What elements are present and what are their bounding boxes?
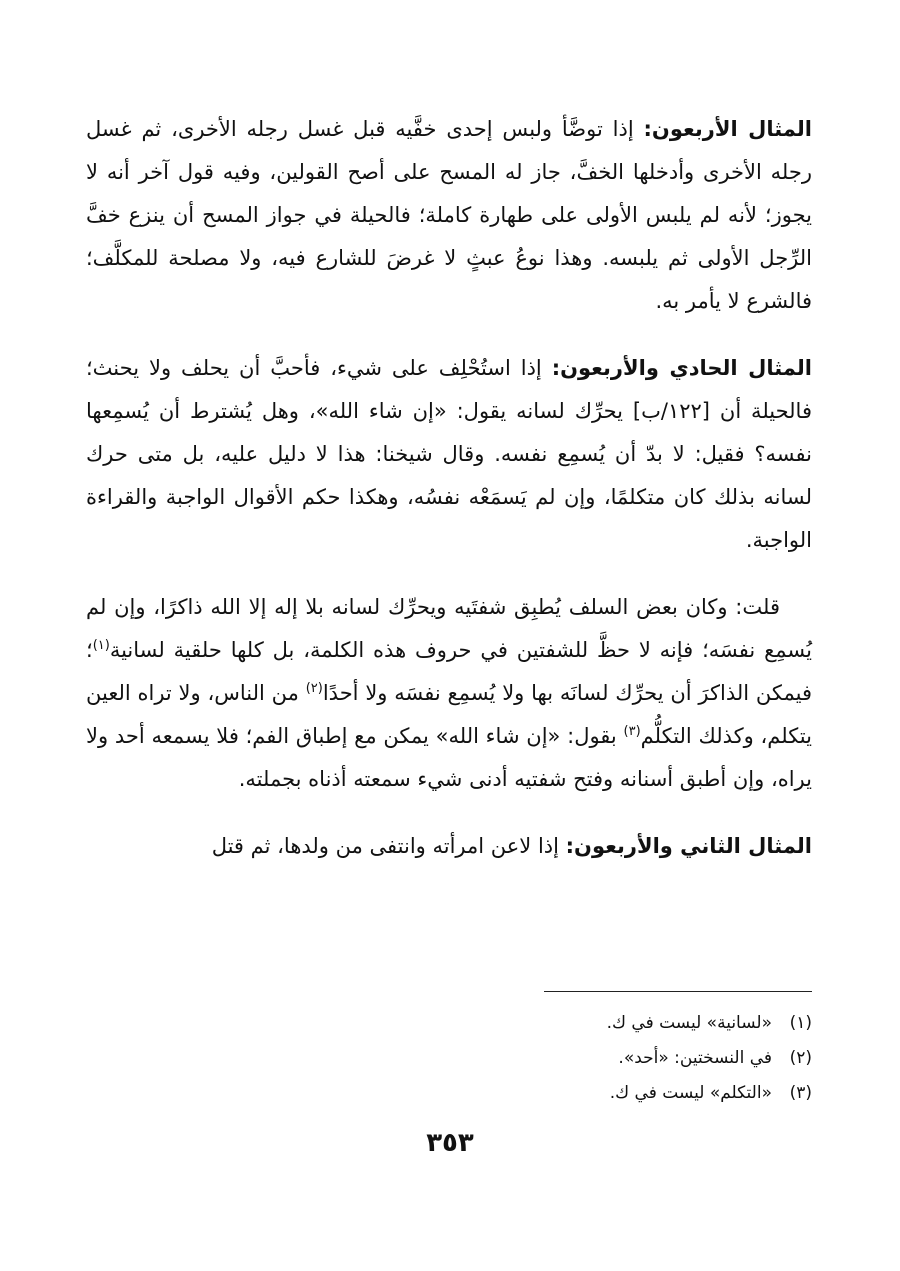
example-40-text: إذا توضَّأ ولبس إحدى خفَّيه قبل غسل رجله الأخرى، ثم غسل رجله الأخرى وأدخلها الخفَّ، جاز له المسح على أصح القولين، وفيه قول آخر أنه لا يجوز؛ لأنه لم يلبس الأولى على طهارة كاملة؛ فالحيلة في جواز المسح أن ينزع خفَّ الرِّجل الأولى ثم يلبسه. وهذا نوعُ عبثٍ لا غرضَ للشارع فيه، ولا مصلحة للمكلَّف؛ فالشرع لا يأمر به. (86, 117, 812, 313)
footnote-divider (544, 991, 812, 992)
example-42-text: إذا لاعن امرأته وانتفى من ولدها، ثم قتل (211, 834, 566, 858)
footnote-3 (86, 1076, 812, 1111)
footnote-mark-2: (٢) (305, 681, 323, 696)
footnote-2-text: في النسختين: «أحد». (618, 1048, 772, 1068)
footnote-1 (86, 1006, 812, 1041)
page-number: ٣٥٣ (426, 1128, 474, 1158)
footnotes-section (86, 1006, 812, 1111)
paragraph-example-40 (86, 108, 812, 323)
footnote-2-number: (٢) (789, 1048, 812, 1068)
footnote-3-number: (٣) (789, 1083, 812, 1103)
footnote-1-text: «لسانية» ليست في ك. (606, 1013, 772, 1033)
footnote-mark-3: (٣) (623, 724, 641, 739)
footnote-1-number: (١) (789, 1013, 812, 1033)
paragraph-example-42 (86, 825, 812, 868)
example-41-heading: المثال الحادي والأربعون: (551, 356, 812, 380)
footnote-2 (86, 1041, 812, 1076)
author-note-part-1: قلت: وكان بعض السلف يُطبِق شفتَيه ويحرِّك لسانه بلا إله إلا الله ذاكرًا، وإن لم يُسمِع نفسَه؛ فإنه لا حظَّ للشفتين في حروف هذه الكلمة، بل كلها حلقية لسانية (86, 595, 812, 662)
footnote-3-text: «التكلم» ليست في ك. (609, 1083, 772, 1103)
author-note-part-3: من الناس، ولا تراه العين يتكلم، وكذلك التكلُّم (86, 681, 812, 748)
example-42-heading: المثال الثاني والأربعون: (565, 834, 812, 858)
footnote-mark-1: (١) (92, 638, 110, 653)
author-note-part-4: بقول: «إن شاء الله» يمكن مع إطباق الفم؛ فلا يسمعه أحد ولا يراه، وإن أطبق أسنانه وفتح شفتيه أدنى شيء سمعته أذناه بجملته. (86, 724, 812, 791)
paragraph-author-note (86, 586, 812, 801)
example-40-heading: المثال الأربعون: (643, 117, 812, 141)
paragraph-example-41 (86, 347, 812, 562)
author-note-part-2: ؛ فيمكن الذاكرَ أن يحرِّك لسانَه بها ولا يُسمِع نفسَه ولا أحدًا (86, 638, 812, 705)
example-41-text: إذا استُحْلِف على شيء، فأحبَّ أن يحلف ولا يحنث؛ فالحيلة أن [١٢٢/ب] يحرِّك لسانه يقول: «إن شاء الله»، وهل يُشترط أن يُسمِعها نفسه؟ فقيل: لا بدّ أن يُسمِع نفسه. وقال شيخنا: هذا لا دليل عليه، بل متى حرك لسانه بذلك كان متكلمًا، وإن لم يَسمَعْه نفسُه، وهكذا حكم الأقوال الواجبة والقراءة الواجبة. (86, 356, 812, 552)
page-body (86, 108, 812, 892)
